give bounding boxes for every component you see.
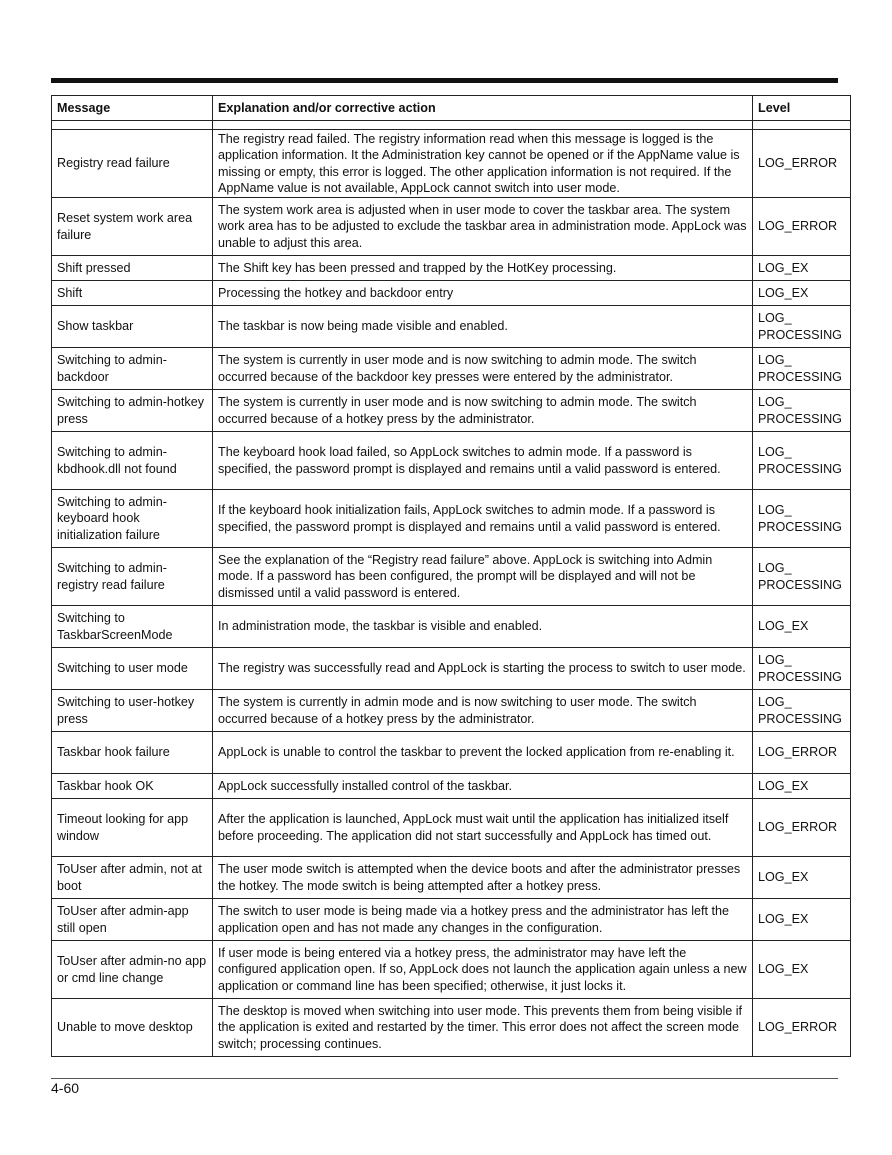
message-cell: Switching to admin-hotkey press [52, 390, 213, 432]
level-cell: LOG_ PROCESSING [753, 490, 851, 548]
level-cell: LOG_EX [753, 899, 851, 941]
explanation-cell: The registry was successfully read and AppLock is starting the process to switch to user mode. [213, 648, 753, 690]
level-cell: LOG_ERROR [753, 799, 851, 857]
explanation-cell: Processing the hotkey and backdoor entry [213, 281, 753, 306]
level-cell: LOG_ PROCESSING [753, 690, 851, 732]
message-cell: Switching to admin-kbdhook.dll not found [52, 432, 213, 490]
explanation-cell: The user mode switch is attempted when the device boots and after the administrator presses the hotkey. The mode switch is being attempted after a hotkey press. [213, 857, 753, 899]
page-number: 4-60 [51, 1080, 80, 1096]
message-cell: Switching to admin-backdoor [52, 348, 213, 390]
level-cell: LOG_ PROCESSING [753, 648, 851, 690]
message-cell: Timeout looking for app window [52, 799, 213, 857]
message-cell: Switching to admin-registry read failure [52, 548, 213, 606]
table-row [52, 606, 851, 648]
table-row [52, 348, 851, 390]
level-cell: LOG_EX [753, 857, 851, 899]
explanation-cell: The Shift key has been pressed and trapped by the HotKey processing. [213, 256, 753, 281]
message-cell: Switching to user-hotkey press [52, 690, 213, 732]
header-level: Level [753, 96, 851, 121]
level-cell: LOG_ERROR [753, 130, 851, 198]
message-cell: Show taskbar [52, 306, 213, 348]
table-row [52, 198, 851, 256]
explanation-cell: See the explanation of the “Registry read failure” above. AppLock is switching into Admin mode. If a password has been configured, the prompt will be displayed and will not be dismissed until a valid password is entered. [213, 548, 753, 606]
table-row [52, 941, 851, 999]
table-row [52, 899, 851, 941]
explanation-cell: After the application is launched, AppLock must wait until the application has initialized itself before proceeding. The application did not start successfully and AppLock has timed out. [213, 799, 753, 857]
level-cell: LOG_EX [753, 281, 851, 306]
table-row [52, 732, 851, 774]
message-cell: Taskbar hook OK [52, 774, 213, 799]
table-header-row [52, 96, 851, 121]
table-row [52, 857, 851, 899]
message-cell: Registry read failure [52, 130, 213, 198]
table-row [52, 648, 851, 690]
explanation-cell: AppLock successfully installed control of the taskbar. [213, 774, 753, 799]
explanation-cell: The registry read failed. The registry information read when this message is logged is the application information. It the Administration key cannot be opened or if the AppName value is missing or empty, this error is logged. The other application information is not required. If the AppName value is not available, AppLock cannot switch into user mode. [213, 130, 753, 198]
message-cell: ToUser after admin-no app or cmd line change [52, 941, 213, 999]
message-cell: Unable to move desktop [52, 999, 213, 1057]
table-row [52, 432, 851, 490]
message-cell: Reset system work area failure [52, 198, 213, 256]
explanation-cell: AppLock is unable to control the taskbar to prevent the locked application from re-enabling it. [213, 732, 753, 774]
table-row [52, 256, 851, 281]
explanation-cell: The keyboard hook load failed, so AppLock switches to admin mode. If a password is specified, the password prompt is displayed and remains until a valid password is entered. [213, 432, 753, 490]
message-cell: Switching to admin-keyboard hook initialization failure [52, 490, 213, 548]
header-explanation: Explanation and/or corrective action [213, 96, 753, 121]
level-cell: LOG_ERROR [753, 198, 851, 256]
table-row [52, 390, 851, 432]
table-row [52, 130, 851, 198]
table-row [52, 799, 851, 857]
table-row [52, 774, 851, 799]
level-cell: LOG_EX [753, 941, 851, 999]
level-cell: LOG_ PROCESSING [753, 548, 851, 606]
top-rule [51, 78, 838, 83]
explanation-cell: The switch to user mode is being made via a hotkey press and the administrator has left the application open and has not made any changes in the configuration. [213, 899, 753, 941]
level-cell: LOG_EX [753, 606, 851, 648]
explanation-cell: If user mode is being entered via a hotkey press, the administrator may have left the configured application open. If so, AppLock does not launch the application again unless a new application or command line has been specified; otherwise, it just locks it. [213, 941, 753, 999]
level-cell: LOG_EX [753, 774, 851, 799]
table-row [52, 306, 851, 348]
message-cell: ToUser after admin, not at boot [52, 857, 213, 899]
explanation-cell: The system is currently in admin mode and is now switching to user mode. The switch occurred because of a hotkey press by the administrator. [213, 690, 753, 732]
table-row [52, 690, 851, 732]
explanation-cell: The system is currently in user mode and is now switching to admin mode. The switch occurred because of a hotkey press by the administrator. [213, 390, 753, 432]
table-row [52, 490, 851, 548]
message-cell: Taskbar hook failure [52, 732, 213, 774]
message-cell: Switching to user mode [52, 648, 213, 690]
explanation-cell: If the keyboard hook initialization fails, AppLock switches to admin mode. If a password is specified, the password prompt is displayed and remains until a valid password is entered. [213, 490, 753, 548]
level-cell: LOG_ PROCESSING [753, 432, 851, 490]
table-row [52, 999, 851, 1057]
explanation-cell: The taskbar is now being made visible and enabled. [213, 306, 753, 348]
level-cell: LOG_ PROCESSING [753, 306, 851, 348]
message-table [51, 95, 851, 1057]
level-cell: LOG_ERROR [753, 732, 851, 774]
explanation-cell: The system is currently in user mode and is now switching to admin mode. The switch occurred because of the backdoor key presses were entered by the administrator. [213, 348, 753, 390]
level-cell: LOG_ERROR [753, 999, 851, 1057]
table-row [52, 548, 851, 606]
table-spacer-row [52, 121, 851, 130]
message-cell: Shift [52, 281, 213, 306]
header-message: Message [52, 96, 213, 121]
level-cell: LOG_EX [753, 256, 851, 281]
explanation-cell: In administration mode, the taskbar is visible and enabled. [213, 606, 753, 648]
bottom-rule [51, 1078, 838, 1079]
message-cell: Switching to TaskbarScreenMode [52, 606, 213, 648]
level-cell: LOG_ PROCESSING [753, 348, 851, 390]
level-cell: LOG_ PROCESSING [753, 390, 851, 432]
explanation-cell: The system work area is adjusted when in user mode to cover the taskbar area. The system work area has to be adjusted to exclude the taskbar area in administration mode. AppLock was unable to adjust this area. [213, 198, 753, 256]
table-row [52, 281, 851, 306]
explanation-cell: The desktop is moved when switching into user mode. This prevents them from being visible if the application is exited and restarted by the timer. This error does not affect the screen mode switch; processing continues. [213, 999, 753, 1057]
message-cell: Shift pressed [52, 256, 213, 281]
message-cell: ToUser after admin-app still open [52, 899, 213, 941]
